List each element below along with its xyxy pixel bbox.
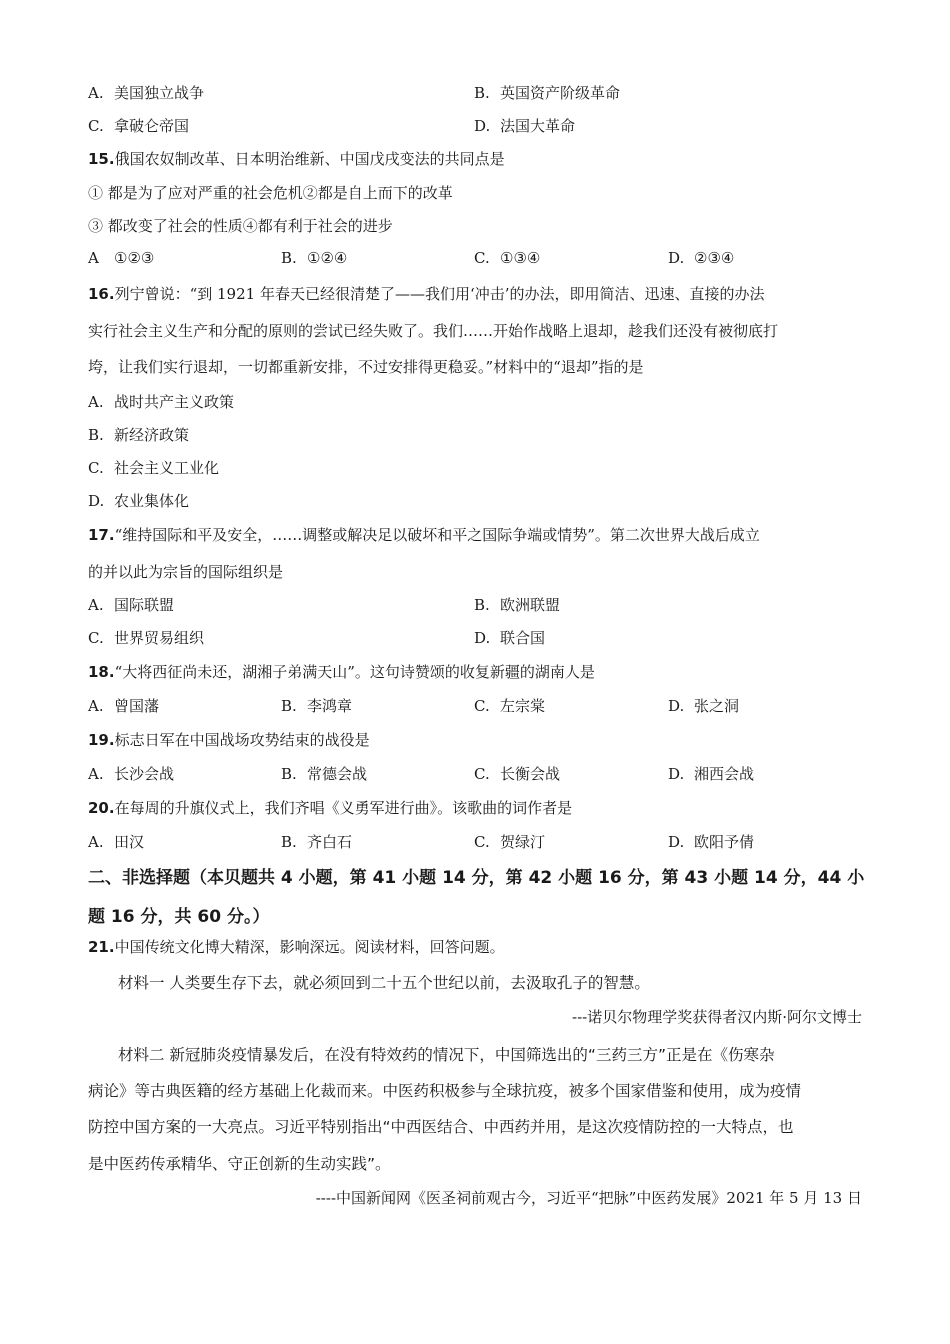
- option-text: ①②③: [114, 249, 155, 267]
- question-text: “大将西征尚未还，湖湘子弟满天山”。这句诗赞颂的收复新疆的湖南人是: [114, 663, 595, 681]
- q17-option-d[interactable]: [474, 627, 545, 648]
- q20-option-c[interactable]: [474, 831, 545, 852]
- option-label: A.: [88, 84, 104, 102]
- option-label: C.: [88, 459, 104, 477]
- section-heading-line-1: 二、非选择题（本贝题共 4 小题，第 41 小题 14 分，第 42 小题 16 分，第 43 小题 14 分，44 小: [88, 868, 865, 888]
- question-text: 标志日军在中国战场攻势结束的战役是: [114, 731, 370, 749]
- q18-option-a[interactable]: [88, 695, 159, 716]
- q17-option-b[interactable]: [474, 594, 560, 615]
- q17-stem-line-1: [88, 524, 760, 545]
- q16-stem-line-3: 垮，让我们实行退却，一切都重新安排，不过安排得更稳妥。”材料中的“退却”指的是: [88, 358, 644, 376]
- option-text: 李鸿章: [307, 697, 353, 715]
- option-label: B.: [281, 249, 297, 267]
- option-text: 常德会战: [307, 765, 368, 783]
- q20-stem: [88, 797, 572, 818]
- q14-option-b[interactable]: [474, 82, 620, 103]
- q18-option-c[interactable]: [474, 695, 545, 716]
- q19-option-b[interactable]: [281, 763, 367, 784]
- material-two-line-3: 防控中国方案的一大亮点。习近平特别指出“中西医结合、中西药并用，是这次疫情防控的一大特点，也: [88, 1118, 794, 1136]
- option-label: B.: [474, 84, 490, 102]
- option-label: C.: [474, 697, 490, 715]
- option-label: B.: [281, 765, 297, 783]
- question-text: “维持国际和平及安全，……调整或解决足以破坏和平之国际争端或情势”。第二次世界大战后成立: [114, 526, 760, 544]
- option-text: 欧阳予倩: [694, 833, 755, 851]
- option-text: 新经济政策: [114, 426, 190, 444]
- question-text: 中国传统文化博大精深，影响深远。阅读材料，回答问题。: [114, 938, 505, 956]
- q16-option-c[interactable]: [88, 457, 219, 478]
- question-number: 19.: [88, 731, 115, 749]
- option-text: 拿破仑帝国: [114, 117, 190, 135]
- q16-stem-line-1: [88, 283, 765, 304]
- option-label: C.: [474, 833, 490, 851]
- option-label: B.: [474, 596, 490, 614]
- q15-stem: [88, 148, 505, 169]
- question-text: 列宁曾说：“到 1921 年春天已经很清楚了——我们用‘冲击’的办法，即用简洁、迅速、直接的办法: [114, 285, 765, 303]
- q15-statement-1: ① 都是为了应对严重的社会危机②都是自上而下的改革: [88, 184, 453, 202]
- q17-stem-line-2: 的并以此为宗旨的国际组织是: [88, 563, 284, 581]
- question-number: 21.: [88, 938, 115, 956]
- q19-option-a[interactable]: [88, 763, 174, 784]
- option-label: A: [88, 249, 99, 267]
- option-text: 世界贸易组织: [114, 629, 205, 647]
- option-label: C.: [474, 249, 490, 267]
- option-label: A.: [88, 765, 104, 783]
- option-text: 战时共产主义政策: [114, 393, 235, 411]
- question-number: 17.: [88, 526, 115, 544]
- q17-option-a[interactable]: [88, 594, 174, 615]
- q15-option-a[interactable]: [88, 249, 154, 267]
- material-two-line-1: 材料二 新冠肺炎疫情暴发后，在没有特效药的情况下，中国筛选出的“三药三方”正是在《伤寒杂: [118, 1046, 775, 1064]
- q18-stem: [88, 661, 595, 682]
- q20-option-d[interactable]: [668, 831, 754, 852]
- q17-option-c[interactable]: [88, 627, 204, 648]
- option-text: 欧洲联盟: [500, 596, 561, 614]
- question-number: 20.: [88, 799, 115, 817]
- option-label: B.: [281, 697, 297, 715]
- q19-stem: [88, 729, 370, 750]
- option-text: ①②④: [307, 249, 348, 267]
- option-text: 社会主义工业化: [114, 459, 220, 477]
- option-text: 长衡会战: [500, 765, 561, 783]
- q14-option-c[interactable]: [88, 115, 189, 136]
- option-label: D.: [668, 765, 685, 783]
- option-label: D.: [668, 697, 685, 715]
- option-label: A.: [88, 596, 104, 614]
- option-label: C.: [88, 629, 104, 647]
- option-label: D.: [668, 833, 685, 851]
- q14-option-d[interactable]: [474, 115, 575, 136]
- q19-option-c[interactable]: [474, 763, 560, 784]
- material-two-line-2: 病论》等古典医籍的经方基础上化裁而来。中医药积极参与全球抗疫，被多个国家借鉴和使用，成为疫情: [88, 1082, 802, 1100]
- q16-option-b[interactable]: [88, 424, 189, 445]
- option-label: D.: [474, 117, 491, 135]
- option-text: ②③④: [694, 249, 735, 267]
- material-two-line-4: 是中医药传承精华、守正创新的生动实践”。: [88, 1155, 391, 1173]
- option-label: A.: [88, 833, 104, 851]
- option-label: C.: [88, 117, 104, 135]
- q19-option-d[interactable]: [668, 763, 754, 784]
- option-text: 法国大革命: [500, 117, 576, 135]
- option-text: 国际联盟: [114, 596, 175, 614]
- option-text: 长沙会战: [114, 765, 175, 783]
- question-number: 16.: [88, 285, 115, 303]
- option-label: D.: [668, 249, 685, 267]
- question-number: 18.: [88, 663, 115, 681]
- option-label: A.: [88, 697, 104, 715]
- q18-option-d[interactable]: [668, 695, 739, 716]
- option-text: ①③④: [500, 249, 541, 267]
- option-text: 张之洞: [694, 697, 740, 715]
- option-text: 湘西会战: [694, 765, 755, 783]
- section-heading-line-2: 题 16 分，共 60 分。）: [88, 907, 270, 927]
- q16-stem-line-2: 实行社会主义生产和分配的原则的尝试已经失败了。我们……开始作战略上退却，趁我们还没有被彻底打: [88, 322, 779, 340]
- option-text: 曾国藩: [114, 697, 160, 715]
- option-text: 左宗棠: [500, 697, 546, 715]
- material-one-text: 材料一 人类要生存下去，就必须回到二十五个世纪以前，去汲取孔子的智慧。: [118, 974, 650, 992]
- option-label: B.: [88, 426, 104, 444]
- option-label: D.: [88, 492, 105, 510]
- option-text: 联合国: [500, 629, 546, 647]
- option-label: D.: [474, 629, 491, 647]
- q16-option-a[interactable]: [88, 391, 234, 412]
- option-text: 贺绿汀: [500, 833, 546, 851]
- option-text: 齐白石: [307, 833, 353, 851]
- q14-option-a[interactable]: [88, 82, 204, 103]
- option-text: 美国独立战争: [114, 84, 205, 102]
- option-label: B.: [281, 833, 297, 851]
- q20-option-a[interactable]: [88, 831, 144, 852]
- option-text: 英国资产阶级革命: [500, 84, 621, 102]
- option-label: A.: [88, 393, 104, 411]
- q15-option-c[interactable]: [474, 249, 540, 267]
- q20-option-b[interactable]: [281, 831, 352, 852]
- q18-option-b[interactable]: [281, 695, 352, 716]
- question-number: 15.: [88, 150, 115, 168]
- q15-option-b[interactable]: [281, 249, 347, 267]
- q15-option-d[interactable]: [668, 249, 734, 267]
- option-label: C.: [474, 765, 490, 783]
- material-one-source: ---诺贝尔物理学奖获得者汉内斯·阿尔文博士: [572, 1008, 862, 1026]
- question-text: 在每周的升旗仪式上，我们齐唱《义勇军进行曲》。该歌曲的词作者是: [114, 799, 573, 817]
- material-two-source: ----中国新闻网《医圣祠前观古今，习近平“把脉”中医药发展》2021 年 5 月 13 日: [315, 1189, 862, 1207]
- q15-statement-2: ③ 都改变了社会的性质④都有利于社会的进步: [88, 217, 393, 235]
- q16-option-d[interactable]: [88, 490, 189, 511]
- q21-stem: [88, 936, 505, 957]
- option-text: 田汉: [114, 833, 145, 851]
- question-text: 俄国农奴制改革、日本明治维新、中国戊戌变法的共同点是: [114, 150, 505, 168]
- option-text: 农业集体化: [114, 492, 190, 510]
